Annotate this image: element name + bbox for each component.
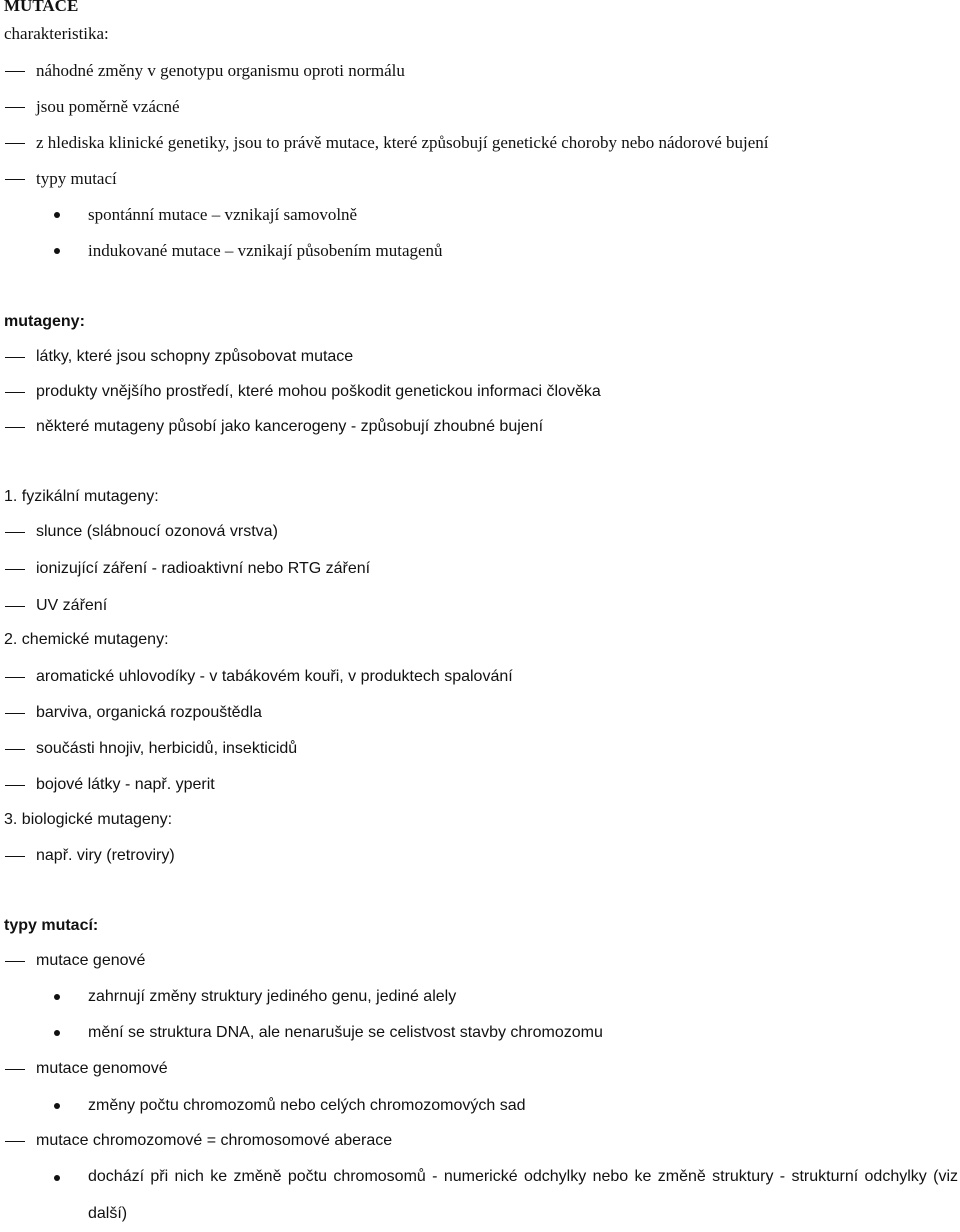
list-item-text: jsou poměrně vzácné — [36, 97, 180, 116]
dash-icon — [5, 107, 25, 108]
list-item-text: mutace genomové — [36, 1060, 168, 1077]
title-text: MUTACE — [4, 0, 79, 15]
dash-icon — [5, 1069, 25, 1070]
list-item-text: slunce (slábnoucí ozonová vrstva) — [36, 523, 278, 540]
list-item-text: ionizující záření - radioaktivní nebo RTG záření — [36, 560, 371, 577]
list-item-text: látky, které jsou schopny způsobovat mutace — [36, 348, 354, 365]
sub-list-item-text: mění se struktura DNA, ale nenarušuje se celistvost stavby chromozomu — [88, 1024, 603, 1041]
dash-icon — [5, 677, 25, 678]
dash-icon — [5, 961, 25, 962]
dash-icon — [5, 785, 25, 786]
dash-icon — [5, 71, 25, 72]
list-item-text: některé mutageny působí jako kancerogeny - způsobují zhoubné bujení — [36, 418, 544, 435]
sub-list-item-text: dochází při nich ke změně počtu chromosomů - numerické odchylky nebo ke změně struktury - strukturní odchylky (viz další) — [88, 1168, 958, 1222]
list-item-text: mutace chromozomové = chromosomové aberace — [36, 1132, 393, 1149]
list-item-text: náhodné změny v genotypu organismu oproti normálu — [36, 61, 405, 80]
dash-icon — [5, 713, 25, 714]
bullet-icon — [54, 1030, 60, 1036]
heading-text: 3. biologické mutageny: — [4, 811, 173, 828]
list-item-text: mutace genové — [36, 952, 146, 969]
dash-icon — [5, 856, 25, 857]
dash-icon — [5, 606, 25, 607]
dash-icon — [5, 569, 25, 570]
bullet-icon — [54, 1103, 60, 1109]
list-item-text: např. viry (retroviry) — [36, 847, 175, 864]
bullet-icon — [54, 994, 60, 1000]
list-item-text: aromatické uhlovodíky - v tabákovém kouři, v produktech spalování — [36, 668, 513, 685]
dash-icon — [5, 532, 25, 533]
heading-text: 1. fyzikální mutageny: — [4, 488, 159, 505]
dash-icon — [5, 392, 25, 393]
heading-text: mutageny: — [4, 313, 85, 330]
bullet-icon — [54, 1175, 60, 1181]
sub-list-item-text: změny počtu chromozomů nebo celých chromozomových sad — [88, 1097, 526, 1114]
sub-list-item-text: spontánní mutace – vznikají samovolně — [88, 205, 358, 224]
heading-text: typy mutací: — [4, 917, 99, 934]
list-item-text: bojové látky - např. yperit — [36, 776, 215, 793]
dash-icon — [5, 427, 25, 428]
dash-icon — [5, 143, 25, 144]
subtitle-text: charakteristika: — [4, 24, 109, 43]
list-item-text: součásti hnojiv, herbicidů, insekticidů — [36, 740, 298, 757]
sub-list-item-text: indukované mutace – vznikají působením mutagenů — [88, 241, 443, 260]
heading-text: 2. chemické mutageny: — [4, 631, 169, 648]
sub-list-item-text: zahrnují změny struktury jediného genu, jediné alely — [88, 988, 457, 1005]
bullet-icon — [54, 248, 60, 254]
list-item-text: typy mutací — [36, 169, 117, 188]
dash-icon — [5, 749, 25, 750]
list-item-text: z hlediska klinické genetiky, jsou to právě mutace, které způsobují genetické choroby nebo nádorové bujení — [36, 133, 769, 152]
list-item-text: UV záření — [36, 597, 108, 614]
dash-icon — [5, 179, 25, 180]
dash-icon — [5, 1141, 25, 1142]
dash-icon — [5, 357, 25, 358]
list-item-text: produkty vnějšího prostředí, které mohou poškodit genetickou informaci člověka — [36, 383, 601, 400]
bullet-icon — [54, 212, 60, 218]
list-item-text: barviva, organická rozpouštědla — [36, 704, 262, 721]
